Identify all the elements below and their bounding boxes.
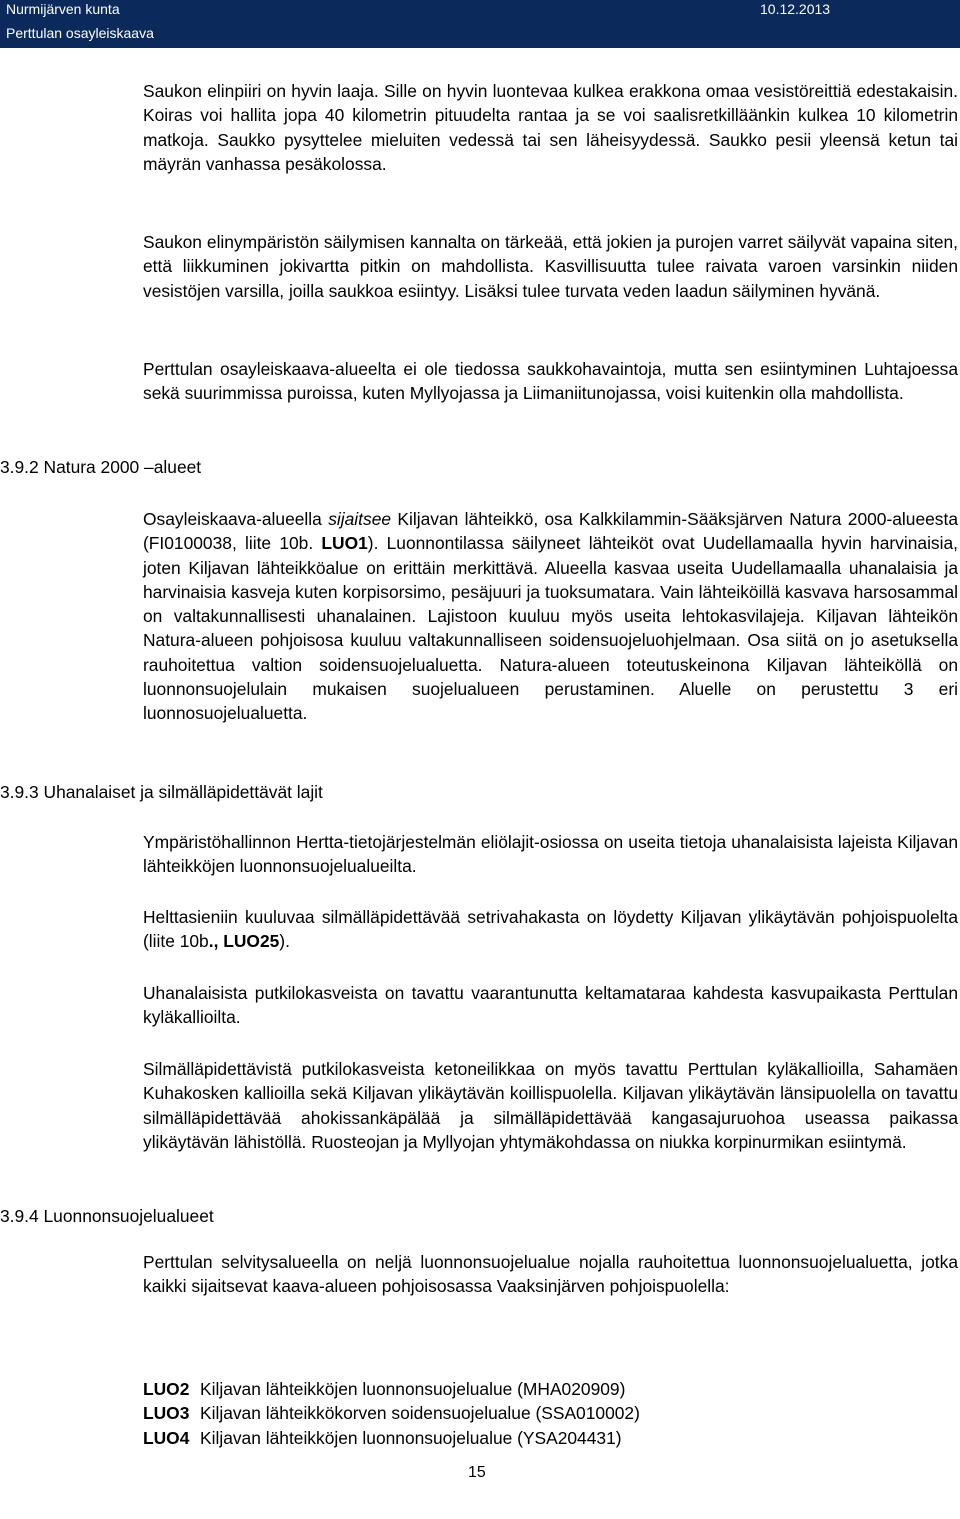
- paragraph-selvitysalue: Perttulan selvitysalueella on neljä luonnonsuojelualue nojalla rauhoitettua luonnonsuojelualuetta, jotka kaikki sijaitsevat kaava-alueen pohjoisosassa Vaaksinjärven pohjoispuolella:: [143, 1252, 958, 1297]
- heading-uhanalaiset-lajit: 3.9.3 Uhanalaiset ja silmälläpidettävät lajit: [0, 782, 323, 802]
- paragraph-setrivahakas: [143, 905, 958, 954]
- luo-description: Kiljavan lähteikköjen luonnonsuojelualue (MHA020909): [200, 1379, 626, 1399]
- luo-description: Kiljavan lähteikköjen luonnonsuojelualue (YSA204431): [200, 1427, 622, 1448]
- list-item: [143, 1377, 640, 1401]
- emphasis-text: sijaitsee: [328, 509, 392, 529]
- paragraph-kiljavan-lahteikko: [143, 507, 958, 726]
- paragraph-hertta-tietojarjestelma: Ympäristöhallinnon Hertta-tietojärjestelmän eliölajit-osiossa on useita tietoja uhanalaisista lajeista Kiljavan lähteikköjen luonnonsuojelualueilta.: [143, 832, 958, 877]
- paragraph-saukko-elinpiiri: Saukon elinpiiri on hyvin laaja. Sille on hyvin luontevaa kulkea erakkona omaa vesistöreittiä edestakaisin. Koiras voi hallita jopa 40 kilometrin pituudelta rantaa ja se voi saalisretkilläänkin kulkea 10 kilometrin matkoja. Saukko pysyttelee mieluiten vedessä tai sen läheisyydessä. Saukko pesii yleensä ketun tai mäyrän vanhassa pesäkolossa.: [143, 81, 958, 174]
- luo1-reference: LUO1: [321, 533, 368, 554]
- paragraph-text: ).: [279, 931, 290, 952]
- paragraph-silmallapidettavat-kasvit: Silmälläpidettävistä putkilokasveista ketoneilikkaa on myös tavattu Perttulan kyläkallioilla, Sahamäen Kuhakosken kallioilla sekä Kiljavan ylikäytävän koillispuolella. Kiljavan ylikäytävän länsipuolella on tavattu silmälläpidettävää ahokissankäpälää ja silmälläpidettävää kangasajuruohoa useassa paikassa ylikäytävän lähistöllä. Ruosteojan ja Myllyojan yhtymäkohdassa on niukka korpinurmikan esiintymä.: [143, 1059, 958, 1152]
- header-organization: Nurmijärven kunta: [6, 1, 120, 17]
- luo-code: LUO2: [143, 1379, 190, 1399]
- luo-area-list: [143, 1377, 640, 1450]
- page-header: [0, 0, 960, 48]
- paragraph-text: ). Luonnontilassa säilyneet lähteiköt ovat Uudellamaalla hyvin harvinaisia, joten Kiljavan lähteikköalue on erittäin merkittävä. Alueella kasvaa useita Uudellamaalla uhanalaisia ja harvinaisia kasveja kuten korpisorsimo, pesäjuuri ja tuoksumatara. Vain lähteiköillä kasvava harsosammal on valtakunnallisesti uhanalainen. Lajistoon kuuluu myös useita lehtokasvilajeja. Kiljavan lähteikön Natura-alueen pohjoisosa kuuluu valtakunnalliseen soidensuojeluohjelmaan. Osa siitä on jo asetuksella rauhoitettua valtion soidensuojelualuetta. Natura-alueen toteutuskeinona Kiljavan lähteiköllä on luonnonsuojelulain mukaisen suojelualueen perustaminen. Aluelle on perustettu 3 eri luonnosuojelualuetta.: [143, 533, 958, 724]
- header-date: 10.12.2013: [760, 1, 831, 17]
- paragraph-saukko-elinymparisto: Saukon elinympäristön säilymisen kannalta on tärkeää, että jokien ja purojen varret säilyvät vapaina siten, että liikkuminen jokivartta pitkin on mahdollista. Kasvillisuutta tulee raivata varoen varsinkin niiden vesistöjen varsilla, joilla saukkoa esiintyy. Lisäksi tulee turvata veden laadun säilyminen hyvänä.: [143, 232, 958, 301]
- luo-code: LUO3: [143, 1403, 190, 1424]
- paragraph-saukkohavainnot: Perttulan osayleiskaava-alueelta ei ole tiedossa saukkohavaintoja, mutta sen esiintyminen Luhtajoessa sekä suurimmissa puroissa, kuten Myllyojassa ja Liimaniitunojassa, voisi kuitenkin olla mahdollista.: [143, 359, 958, 404]
- heading-natura-2000: 3.9.2 Natura 2000 –alueet: [0, 457, 202, 477]
- luo-code: LUO4: [143, 1427, 190, 1448]
- paragraph-text: Osayleiskaava-alueella: [143, 509, 329, 529]
- list-item: [143, 1426, 640, 1450]
- luo25-reference: ., LUO25: [208, 931, 280, 952]
- list-item: [143, 1401, 640, 1425]
- page-number: 15: [468, 1464, 486, 1481]
- paragraph-text: Helttasieniin kuuluvaa silmälläpidettävää setrivahakasta on löydetty Kiljavan ylikäytävän pohjoispuolelta (liite 10b: [143, 907, 958, 952]
- header-document-title: Perttulan osayleiskaava: [6, 25, 154, 41]
- paragraph-text: Kiljavan lähteikkö, osa Kalkkilammin-Sääksjärven Natura 2000-alueesta (FI0100038, liite 10b.: [143, 509, 958, 554]
- luo-description: Kiljavan lähteikkökorven soidensuojelualue (SSA010002): [200, 1403, 640, 1424]
- heading-luonnonsuojelualueet: 3.9.4 Luonnonsuojelualueet: [0, 1206, 214, 1226]
- paragraph-keltamatara: Uhanalaisista putkilokasveista on tavattu vaarantunutta keltamataraa kahdesta kasvupaikasta Perttulan kyläkallioilta.: [143, 983, 958, 1028]
